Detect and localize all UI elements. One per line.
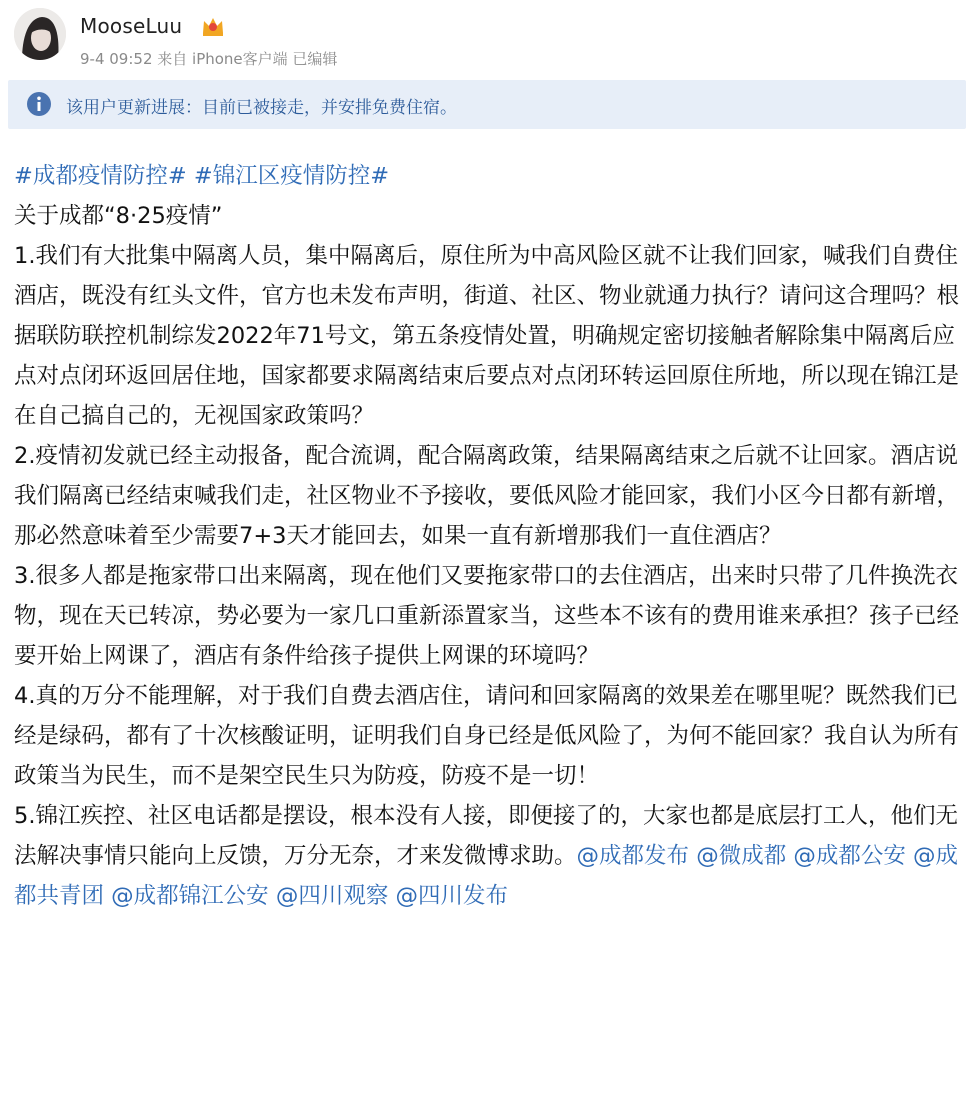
post-content bbox=[14, 156, 960, 916]
update-notice bbox=[8, 80, 966, 129]
mention-link[interactable]: @成都共青团 bbox=[14, 843, 959, 909]
paragraph-3: 3.很多人都是拖家带口出来隔离，现在他们又要拖家带口的去住酒店，出来时只带了几件换洗衣物，现在天已转凉，势必要为一家几口重新添置家当，这些本不该有的费用谁来承担？孩子已经要开始上网课了，酒店有条件给孩子提供上网课的环境吗？ bbox=[14, 563, 960, 669]
mention-link[interactable]: @四川观察 bbox=[275, 883, 389, 909]
paragraph-2: 2.疫情初发就已经主动报备，配合流调，配合隔离政策，结果隔离结束之后就不让回家。酒店说我们隔离已经结束喊我们走，社区物业不予接收，要低风险才能回家，我们小区今日都有新增，那必然意味着至少需要7+3天才能回去，如果一直有新增那我们一直住酒店？ bbox=[14, 443, 960, 549]
mention-link[interactable]: @四川发布 bbox=[395, 883, 509, 909]
vip-crown-icon[interactable] bbox=[200, 14, 226, 38]
mention-link[interactable]: @成都锦江公安 bbox=[111, 883, 269, 909]
mention-link[interactable]: @成都发布 bbox=[576, 843, 690, 869]
paragraph-5 bbox=[14, 796, 960, 916]
hashtags[interactable]: #成都疫情防控# #锦江区疫情防控# bbox=[14, 163, 390, 189]
paragraph-1: 1.我们有大批集中隔离人员，集中隔离后，原住所为中高风险区就不让我们回家，喊我们自费住酒店，既没有红头文件，官方也未发布声明，街道、社区、物业就通力执行？请问这合理吗？根据联防联控机制综发2022年71号文，第五条疫情处置，明确规定密切接触者解除集中隔离后应点对点闭环返回居住地，国家都要求隔离结束后要点对点闭环转运回原住所地，所以现在锦江是在自己搞自己的，无视国家政策吗？ bbox=[14, 243, 960, 429]
paragraph-4: 4.真的万分不能理解，对于我们自费去酒店住，请问和回家隔离的效果差在哪里呢？既然我们已经是绿码，都有了十次核酸证明，证明我们自身已经是低风险了，为何不能回家？我自认为所有政策当为民生，而不是架空民生只为防疫，防疫不是一切！ bbox=[14, 683, 960, 789]
avatar[interactable] bbox=[14, 8, 66, 60]
username[interactable]: MooseLuu bbox=[80, 14, 183, 38]
post-title: 关于成都“8·25疫情” bbox=[14, 203, 223, 229]
notice-text: 该用户更新进展：目前已被接走，并安排免费住宿。 bbox=[66, 98, 457, 118]
post-meta: 9-4 09:52 来自 iPhone客户端 已编辑 bbox=[80, 50, 338, 68]
mention-link[interactable]: @成都公安 bbox=[793, 843, 906, 869]
paragraph-5-text: 5.锦江疾控、社区电话都是摆设，根本没有人接，即便接了的，大家也都是底层打工人，他们无法解决事情只能向上反馈，万分无奈，才来发微博求助。 bbox=[14, 803, 958, 869]
mention-link[interactable]: @微成都 bbox=[696, 843, 787, 869]
info-icon bbox=[26, 91, 52, 117]
post-header bbox=[0, 0, 980, 78]
